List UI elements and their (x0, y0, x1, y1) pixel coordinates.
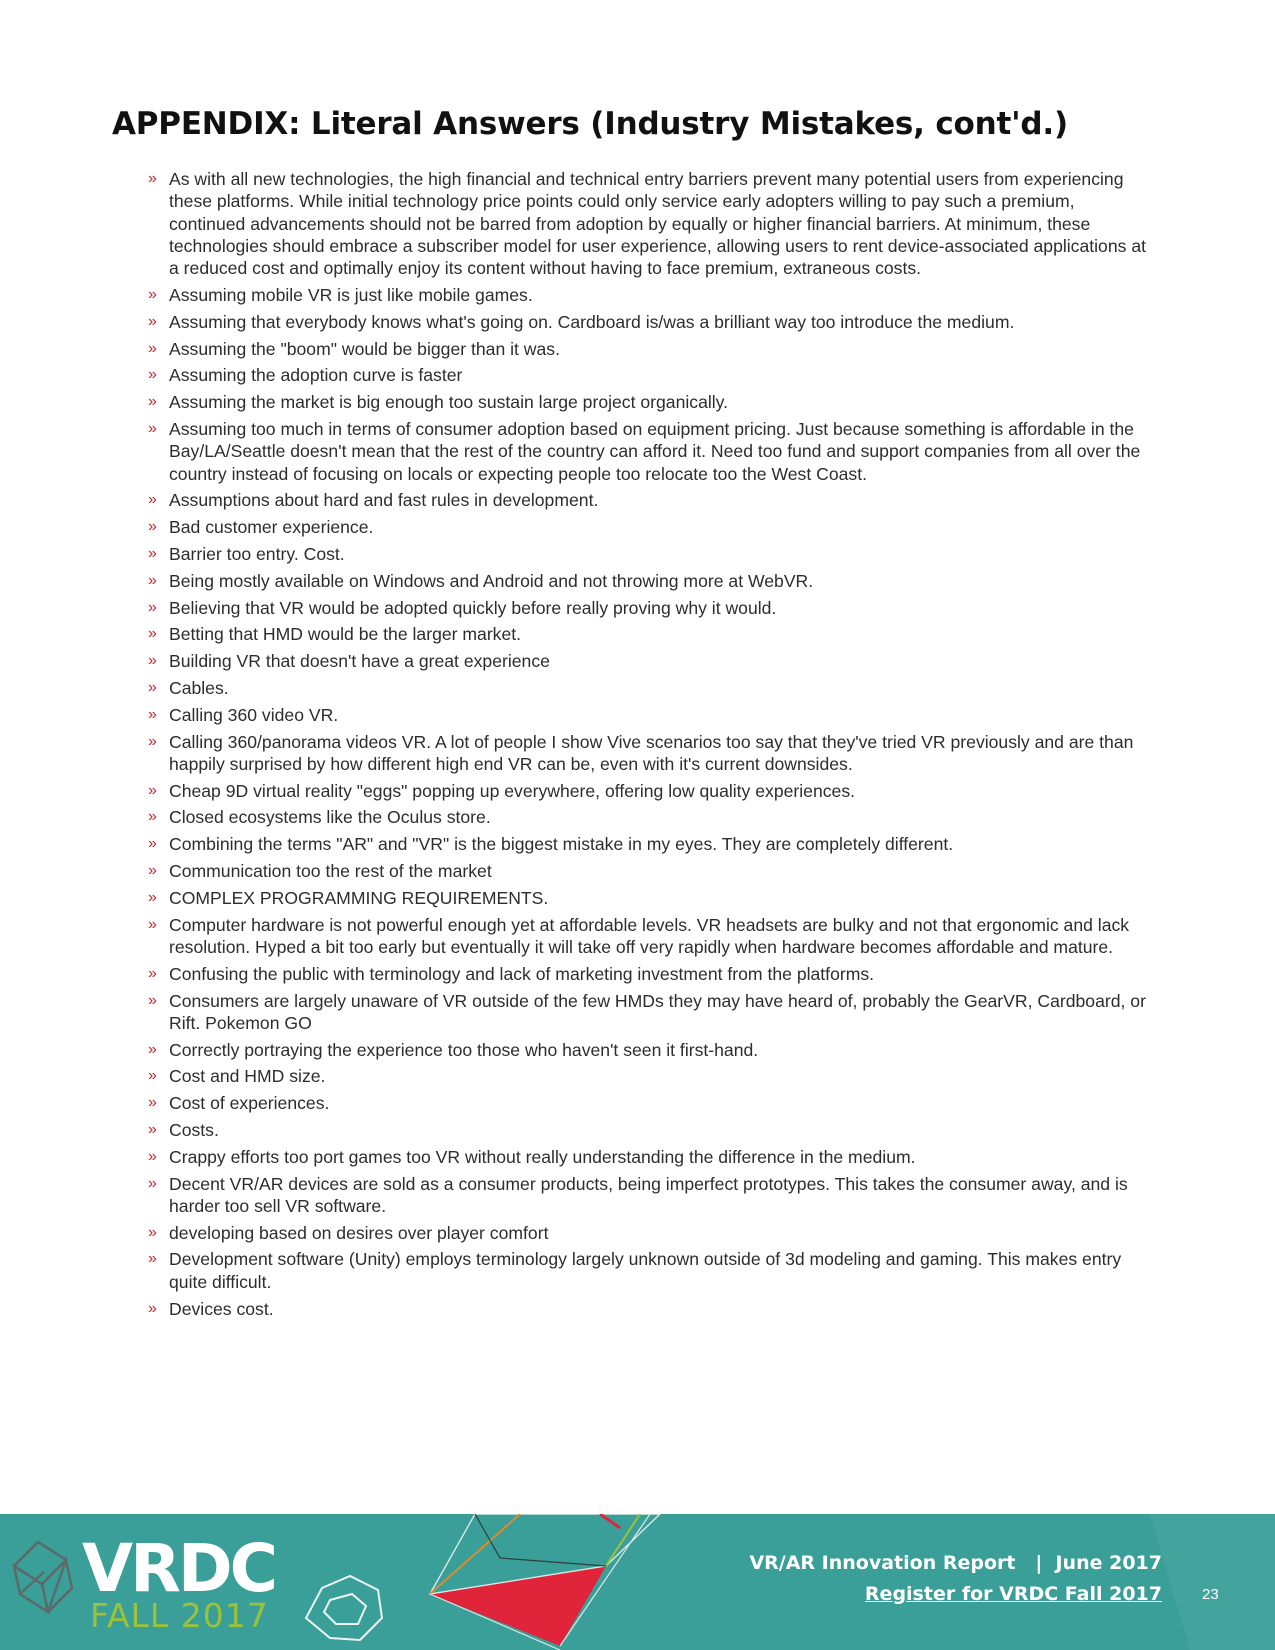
answer-text: Decent VR/AR devices are sold as a consumer products, being imperfect prototypes. This takes the consumer away, and is harder too sell VR software. (169, 1173, 1128, 1216)
wireframe-cube-icon (14, 1542, 72, 1612)
list-item (148, 1248, 1153, 1293)
list-item (148, 914, 1153, 959)
answer-text: Assuming that everybody knows what's going on. Cardboard is/was a brilliant way too introduce the medium. (169, 311, 1015, 332)
bullet-chevron-icon: » (148, 1067, 157, 1085)
list-item (148, 623, 1153, 645)
answer-text: COMPLEX PROGRAMMING REQUIREMENTS. (169, 887, 549, 908)
bullet-chevron-icon: » (148, 808, 157, 826)
answer-text: Assuming mobile VR is just like mobile games. (169, 284, 533, 305)
bullet-chevron-icon: » (148, 1040, 157, 1058)
bullet-chevron-icon: » (148, 1120, 157, 1138)
answer-text: Crappy efforts too port games too VR without really understanding the difference in the medium. (169, 1146, 916, 1167)
answer-text: Costs. (169, 1119, 219, 1140)
list-item (148, 1092, 1153, 1114)
bullet-chevron-icon: » (148, 652, 157, 670)
list-item (148, 887, 1153, 909)
list-item (148, 1119, 1153, 1141)
list-item (148, 990, 1153, 1035)
list-item (148, 543, 1153, 565)
register-link[interactable]: Register for VRDC Fall 2017 (864, 1583, 1162, 1605)
list-item (148, 1146, 1153, 1168)
answer-text: Development software (Unity) employs terminology largely unknown outside of 3d modeling and gaming. This makes entry quite difficult. (169, 1249, 1122, 1292)
list-item (148, 168, 1153, 279)
answer-text: Being mostly available on Windows and Android and not throwing more at WebVR. (169, 570, 814, 591)
page-title: APPENDIX: Literal Answers (Industry Mistakes, cont'd.) (112, 106, 1068, 142)
answer-text: Cost and HMD size. (169, 1066, 326, 1087)
bullet-chevron-icon: » (148, 598, 157, 616)
bullet-chevron-icon: » (148, 705, 157, 723)
bullet-chevron-icon: » (148, 835, 157, 853)
bullet-chevron-icon: » (148, 862, 157, 880)
list-item (148, 284, 1153, 306)
answer-text: Assuming too much in terms of consumer adoption based on equipment pricing. Just because something is affordable in the Bay/LA/Seattle doesn't mean that the rest of the country can afford it. Need too fund and support companies from all over the country instead of focusing on locals or expecting people too relocate too the West Coast. (169, 418, 1141, 484)
bullet-chevron-icon: » (148, 544, 157, 562)
list-item (148, 963, 1153, 985)
answer-text: Betting that HMD would be the larger market. (169, 624, 522, 645)
list-item (148, 650, 1153, 672)
vrdc-logo: VRDC (82, 1530, 276, 1607)
answer-list (148, 168, 1153, 1324)
list-item (148, 704, 1153, 726)
list-item (148, 418, 1153, 485)
bullet-chevron-icon: » (148, 1250, 157, 1268)
answer-text: Assuming the adoption curve is faster (169, 365, 463, 386)
answer-text: Assuming the market is big enough too sustain large project organically. (169, 392, 729, 413)
list-item (148, 806, 1153, 828)
list-item (148, 338, 1153, 360)
answer-text: Closed ecosystems like the Oculus store. (169, 807, 491, 828)
list-item (148, 364, 1153, 386)
bullet-chevron-icon: » (148, 491, 157, 509)
answer-text: Confusing the public with terminology and lack of marketing investment from the platforms. (169, 963, 875, 984)
bullet-chevron-icon: » (148, 170, 157, 187)
bullet-chevron-icon: » (148, 1299, 157, 1317)
list-item (148, 1298, 1153, 1320)
answer-text: Cables. (169, 677, 229, 698)
answer-text: Combining the terms "AR" and "VR" is the biggest mistake in my eyes. They are completely different. (169, 834, 954, 855)
answer-text: Correctly portraying the experience too those who haven't seen it first-hand. (169, 1039, 759, 1060)
list-item (148, 489, 1153, 511)
list-item (148, 597, 1153, 619)
red-prism-graphic (430, 1514, 660, 1650)
report-title: VR/AR Innovation Report | June 2017 (749, 1552, 1162, 1574)
bullet-chevron-icon: » (148, 1223, 157, 1241)
answer-text: Consumers are largely unaware of VR outside of the few HMDs they may have heard of, probably the GearVR, Cardboard, or Rift. Pokemon GO (169, 990, 1146, 1033)
bullet-chevron-icon: » (148, 732, 157, 750)
bullet-chevron-icon: » (148, 285, 157, 303)
answer-text: Assuming the "boom" would be bigger than it was. (169, 338, 560, 359)
answer-text: Bad customer experience. (169, 517, 374, 538)
list-item (148, 1173, 1153, 1218)
answer-text: Communication too the rest of the market (169, 861, 492, 882)
bullet-chevron-icon: » (148, 781, 157, 799)
list-item (148, 311, 1153, 333)
bullet-chevron-icon: » (148, 312, 157, 330)
page-number: 23 (1202, 1586, 1219, 1603)
bullet-chevron-icon: » (148, 366, 157, 384)
bullet-chevron-icon: » (148, 571, 157, 589)
list-item (148, 570, 1153, 592)
bullet-chevron-icon: » (148, 393, 157, 411)
list-item (148, 860, 1153, 882)
answer-text: Believing that VR would be adopted quickly before really proving why it would. (169, 597, 777, 618)
list-item (148, 677, 1153, 699)
answer-text: Calling 360 video VR. (169, 704, 339, 725)
list-item (148, 1222, 1153, 1244)
bullet-chevron-icon: » (148, 625, 157, 643)
bullet-chevron-icon: » (148, 339, 157, 357)
answer-text: Calling 360/panorama videos VR. A lot of people I show Vive scenarios too say that they've tried VR previously and are than happily surprised by how different high end VR can be, even with it's current downsides. (169, 731, 1134, 774)
list-item (148, 516, 1153, 538)
bullet-chevron-icon: » (148, 1147, 157, 1165)
dodecahedron-icon (306, 1576, 382, 1640)
bullet-chevron-icon: » (148, 915, 157, 933)
list-item (148, 1039, 1153, 1061)
answer-text: Computer hardware is not powerful enough yet at affordable levels. VR headsets are bulky and not that ergonomic and lack resolution. Hyped a bit too early but eventually it will take off very rapidly when hardware becomes affordable and mature. (169, 914, 1130, 957)
answer-text: Assumptions about hard and fast rules in development. (169, 490, 599, 511)
bullet-chevron-icon: » (148, 991, 157, 1009)
bullet-chevron-icon: » (148, 419, 157, 437)
bullet-chevron-icon: » (148, 1174, 157, 1192)
footer-banner (0, 1514, 1275, 1650)
list-item (148, 391, 1153, 413)
answer-text: As with all new technologies, the high financial and technical entry barriers prevent many potential users from experiencing these platforms. While initial technology price points could only service early adopters willing to pay such a premium, continued advancements should not be barred from adoption by equally or higher financial barriers. At minimum, these technologies should embrace a subscriber model for user experience, allowing users to rent device-associated applications at a reduced cost and optimally enjoy its content without having to face premium, extraneous costs. (169, 169, 1146, 279)
answer-text: Barrier too entry. Cost. (169, 543, 345, 564)
bullet-chevron-icon: » (148, 518, 157, 536)
bullet-chevron-icon: » (148, 678, 157, 696)
answer-text: Devices cost. (169, 1298, 274, 1319)
answer-text: Cost of experiences. (169, 1093, 330, 1114)
bullet-chevron-icon: » (148, 1094, 157, 1112)
vrdc-logo-subtext: FALL 2017 (90, 1596, 269, 1635)
list-item (148, 731, 1153, 776)
bullet-chevron-icon: » (148, 964, 157, 982)
list-item (148, 780, 1153, 802)
list-item (148, 833, 1153, 855)
bullet-chevron-icon: » (148, 888, 157, 906)
answer-text: developing based on desires over player comfort (169, 1222, 549, 1243)
list-item (148, 1065, 1153, 1087)
answer-text: Cheap 9D virtual reality "eggs" popping up everywhere, offering low quality experiences. (169, 780, 856, 801)
answer-text: Building VR that doesn't have a great experience (169, 651, 550, 672)
